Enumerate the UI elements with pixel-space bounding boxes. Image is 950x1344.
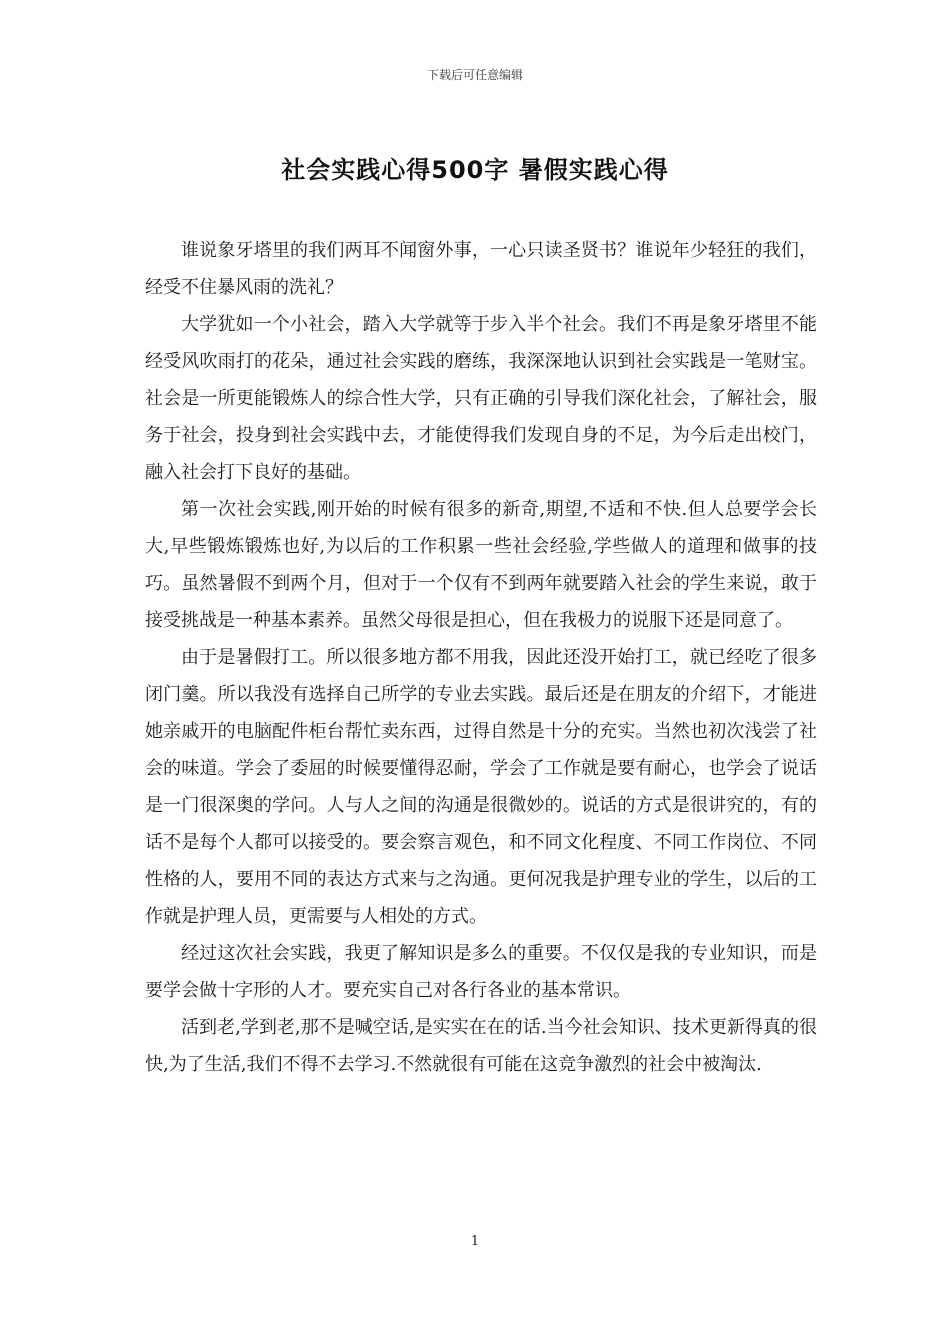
page-title: 社会实践心得500字 暑假实践心得 — [281, 156, 669, 184]
paragraph-4: 由于是暑假打工。所以很多地方都不用我，因此还没开始打工，就已经吃了很多闭门羹。所以我没有选择自己所学的专业去实践。最后还是在朋友的介绍下，才能进她亲戚开的电脑配件柜台帮忙卖东西，过得自然是十分的充实。当然也初次浅尝了社会的味道。学会了委屈的时候要懂得忍耐，学会了工作就是要有耐心，也学会了说话是一门很深奥的学问。人与人之间的沟通是很微妙的。说话的方式是很讲究的，有的话不是每个人都可以接受的。要会察言观色，和不同文化程度、不同工作岗位、不同性格的人，要用不同的表达方式来与之沟通。更何况我是护理专业的学生，以后的工作就是护理人员，更需要与人相处的方式。 — [145, 647, 817, 927]
paragraph-5: 经过这次社会实践，我更了解知识是多么的重要。不仅仅是我的专业知识，而是要学会做十字形的人才。要充实自己对各行各业的基本常识。 — [145, 943, 817, 1001]
header-note: 下载后可任意编辑 — [426, 68, 523, 82]
document-body — [145, 232, 817, 1083]
paragraph-6: 活到老,学到老,那不是喊空话,是实实在在的话.当今社会知识、技术更新得真的很快,为了生活,我们不得不去学习.不然就很有可能在这竞争激烈的社会中被淘汰. — [145, 1017, 817, 1075]
paragraph-1: 谁说象牙塔里的我们两耳不闻窗外事，一心只读圣贤书？谁说年少轻狂的我们，经受不住暴风雨的洗礼？ — [145, 240, 817, 298]
paragraph-3: 第一次社会实践,刚开始的时候有很多的新奇,期望,不适和不快.但人总要学会长大,早些锻炼锻炼也好,为以后的工作积累一些社会经验,学些做人的道理和做事的技巧。虽然暑假不到两个月，但对于一个仅有不到两年就要踏入社会的学生来说，敢于接受挑战是一种基本素养。虽然父母很是担心，但在我极力的说服下还是同意了。 — [145, 499, 817, 631]
paragraph-2: 大学犹如一个小社会，踏入大学就等于步入半个社会。我们不再是象牙塔里不能经受风吹雨打的花朵，通过社会实践的磨练，我深深地认识到社会实践是一笔财宝。社会是一所更能锻炼人的综合性大学，只有正确的引导我们深化社会，了解社会，服务于社会，投身到社会实践中去，才能使得我们发现自身的不足，为今后走出校门，融入社会打下良好的基础。 — [145, 314, 817, 483]
page-number: 1 — [470, 1234, 480, 1249]
